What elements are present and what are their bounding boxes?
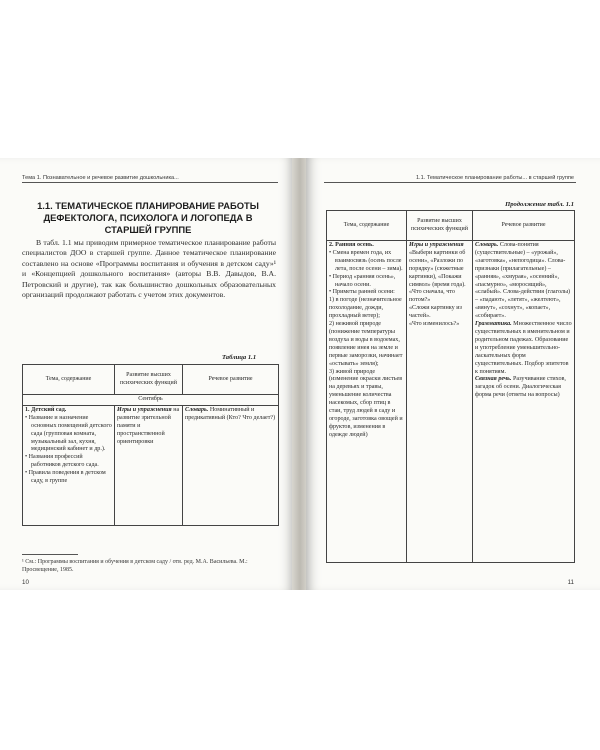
book-spread (0, 158, 600, 590)
speech-paragraph (475, 321, 572, 376)
right-page (306, 158, 600, 590)
hpf-cell (115, 405, 183, 525)
hpf-item: «Что изменилось?» (409, 321, 460, 328)
continuation-caption: Продолжение табл. 1.1 (505, 201, 574, 208)
theme-item: • Правила поведения в детском саду, в группе (25, 470, 106, 485)
left-page-number: 10 (22, 579, 29, 586)
right-page-number: 11 (567, 579, 574, 586)
table-caption: Таблица 1.1 (222, 354, 257, 361)
left-page (0, 158, 294, 590)
theme-item: • Период «ранняя осень», начало осени. (329, 273, 396, 288)
theme-item: 1) в погоде (незначительное похолодание, дожди, прохладный ветер); (329, 297, 402, 320)
speech-cell (473, 241, 575, 563)
theme-item: • Приметы ранней осени: (329, 289, 395, 296)
theme-cell (23, 405, 115, 525)
speech-label: Грамматика. (475, 321, 512, 328)
speech-text: Разучивание стихов, загадок об осени. Диалогическая форма речи (ответы на вопросы) (475, 376, 566, 399)
theme-cell (327, 241, 407, 563)
theme-item: • Названия профессий работников детского сада. (25, 454, 99, 469)
speech-label: Связная речь. (475, 376, 512, 383)
hpf-text: на развитие зрительной памяти и пространственной ориентировки (117, 406, 180, 445)
theme-item: • Название и назначение основных помещений детского сада (групповая комната, музыкальный зал, кухня, медицинский кабинет и др.). (25, 414, 112, 453)
header-hpf: Развитие высших психических функций (407, 211, 473, 241)
hpf-cell (407, 241, 473, 563)
left-running-head: Тема 1. Познавательное и речевое развитие дошкольника... (22, 175, 179, 181)
theme-item: • Смена времен года, их взаимосвязь (осень после лета, после осени – зима). (329, 249, 403, 272)
theme-title: 2. Ранняя осень. (329, 242, 374, 248)
left-running-rule (22, 182, 278, 183)
hpf-item: «Выбери картинки об осени», «Разложи по порядку» (сюжетные картинки), «Покажи символ» (время года). (409, 249, 466, 288)
speech-cell (183, 405, 279, 525)
table-1-1-continued (326, 210, 575, 563)
speech-text: Слова-понятия (существительные) – «урожай», «заготовка», «непогодица». Слова-признаки (прилагательные) – «ранняя», «хмурая», «осенний», «пасмурно», «моросящий», «слабый». Слова-действия (глаголы) – «падают», «летят», «желтеют», «вянут», «сохнут», «копает», «собирает». (475, 242, 571, 320)
right-running-head: 1.1. Тематическое планирование работы... в старшей группе (415, 175, 574, 181)
theme-title: 1. Детский сад. (25, 406, 67, 413)
speech-title: Словарь. (185, 406, 209, 413)
hpf-item: «Сложи картинку из частей». (409, 305, 462, 320)
hpf-item: «Что сначала, что потом?» (409, 289, 455, 304)
theme-item: 3) живой природе (изменение окраски листьев на деревьях и травы, уменьшение количества насекомых, сбор птиц в стаи, труд людей в саду и огороде, заготовка овощей и фруктов, изменения в одежде людей) (329, 368, 403, 438)
header-theme: Тема, содержание (23, 365, 115, 395)
section-heading: 1.1. ТЕМАТИЧЕСКОЕ ПЛАНИРОВАНИЕ РАБОТЫ ДЕФЕКТОЛОГА, ПСИХОЛОГА И ЛОГОПЕДА В СТАРШЕЙ ГРУППЕ (37, 200, 259, 235)
month-row: Сентябрь (23, 395, 279, 406)
speech-label: Словарь. (475, 242, 499, 248)
table-1-1 (22, 364, 279, 526)
speech-text: Номинативный и предикативный (Кто? Что делает?) (185, 406, 276, 421)
speech-paragraph (475, 376, 572, 400)
header-theme: Тема, содержание (327, 211, 407, 241)
footnote: ¹ См.: Программы воспитания и обучения в детском саду / отв. ред. М.А. Васильева. М.: Просвещение, 1985. (22, 559, 248, 573)
intro-paragraph: В табл. 1.1 мы приводим примерное тематическое планирование работы специалистов ДОО в старшей группе. Данное тематическое планирование составлено на основе «Программы воспитания и обучения в детском саду»¹ и «Концепцией дошкольного воспитания» (авторы В.В. Давыдов, В.А. Петровский и другие), так как большинство дошкольных образовательных организаций продолжают работать с учетом этих документов. (22, 238, 276, 300)
header-hpf: Развитие высших психических функций (115, 365, 183, 395)
right-running-rule (324, 182, 576, 183)
header-speech: Речевое развитие (183, 365, 279, 395)
hpf-title: Игры и упражнения (409, 242, 464, 248)
footnote-rule (22, 554, 78, 555)
hpf-title: Игры и упражнения (117, 406, 172, 413)
theme-item: 2) неживой природе (понижение температуры воздуха и воды в водоемах, появление инея на земле и первые заморозки, начинает «остывать» земля); (329, 321, 403, 367)
speech-text: Множественное число существительных в именительном и родительном падежах. Образование и употребление уменьшительно-ласкательных форм существительных. Подбор эпитетов к понятиям. (475, 321, 572, 375)
speech-paragraph (475, 242, 572, 321)
header-speech: Речевое развитие (473, 211, 575, 241)
